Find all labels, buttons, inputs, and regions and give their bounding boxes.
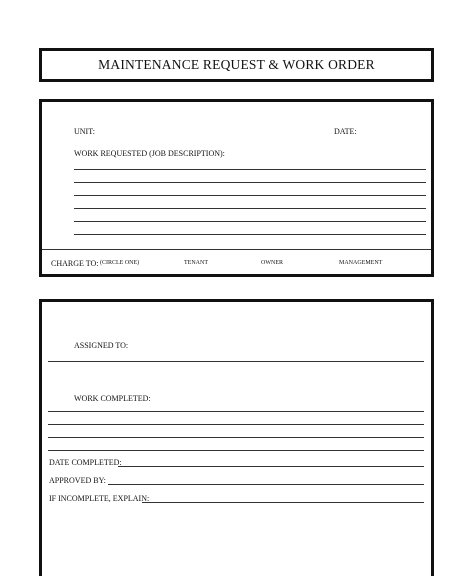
charge-option-management[interactable]: MANAGEMENT	[339, 260, 383, 266]
completion-section	[39, 299, 434, 576]
charge-to-hint: (CIRCLE ONE)	[100, 260, 140, 266]
assigned-to-line[interactable]	[48, 361, 424, 362]
work-completed-label: WORK COMPLETED:	[74, 394, 151, 403]
approved-by-line[interactable]	[108, 484, 424, 485]
work-completed-line-1[interactable]	[48, 411, 424, 412]
title-box	[39, 48, 434, 82]
work-requested-line-3[interactable]	[74, 195, 426, 196]
work-requested-line-5[interactable]	[74, 221, 426, 222]
date-label: DATE:	[334, 127, 357, 136]
approved-by-label: APPROVED BY:	[49, 476, 106, 485]
work-requested-label: WORK REQUESTED (JOB DESCRIPTION):	[74, 149, 225, 158]
work-completed-line-4[interactable]	[48, 450, 424, 451]
work-completed-line-3[interactable]	[48, 437, 424, 438]
work-requested-line-1[interactable]	[74, 169, 426, 170]
if-incomplete-line[interactable]	[142, 502, 424, 503]
charge-to-label: CHARGE TO:	[51, 259, 99, 268]
charge-option-owner[interactable]: OWNER	[261, 260, 283, 266]
date-completed-label: DATE COMPLETED:	[49, 458, 122, 467]
work-requested-line-2[interactable]	[74, 182, 426, 183]
unit-label: UNIT:	[74, 127, 95, 136]
work-completed-line-2[interactable]	[48, 424, 424, 425]
request-section	[39, 99, 434, 277]
charge-option-tenant[interactable]: TENANT	[184, 260, 208, 266]
date-completed-line[interactable]	[118, 466, 424, 467]
charge-to-divider	[42, 249, 431, 250]
assigned-to-label: ASSIGNED TO:	[74, 341, 129, 350]
work-requested-line-4[interactable]	[74, 208, 426, 209]
if-incomplete-label: IF INCOMPLETE, EXPLAIN:	[49, 494, 150, 503]
work-requested-line-6[interactable]	[74, 234, 426, 235]
form-title: MAINTENANCE REQUEST & WORK ORDER	[98, 57, 375, 72]
